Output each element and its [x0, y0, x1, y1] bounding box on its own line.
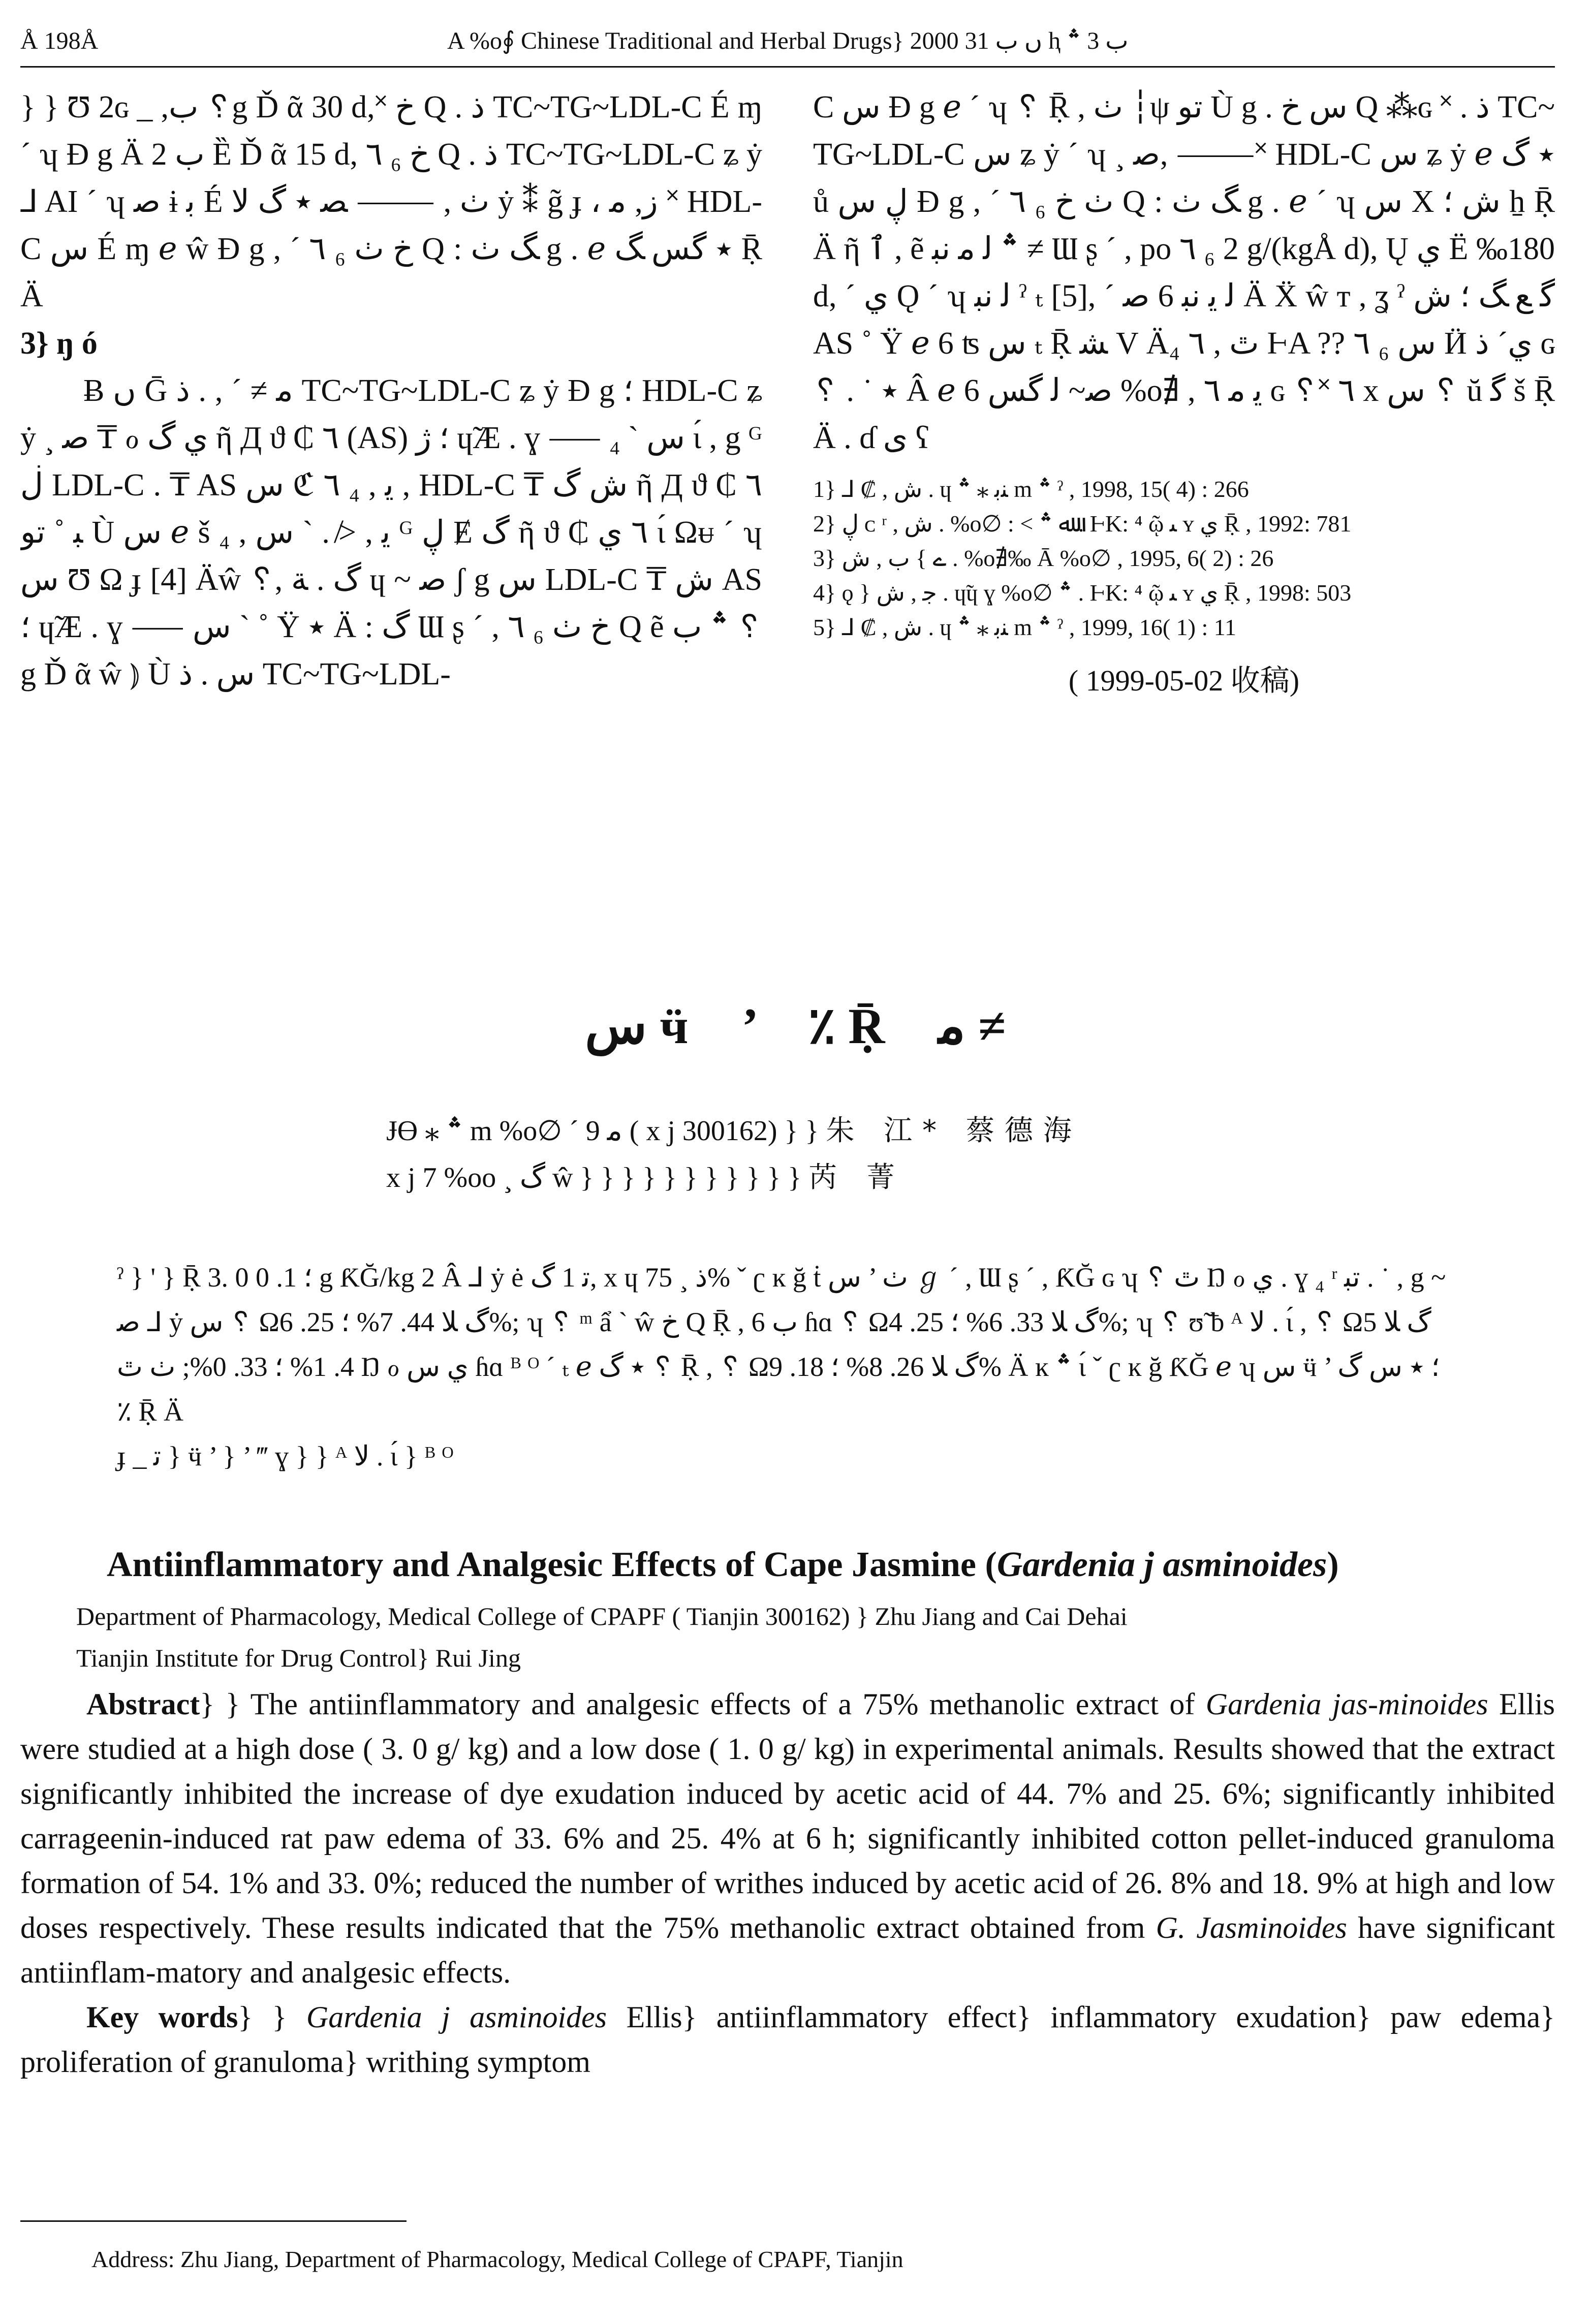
- chinese-affiliation-2: x j 7 %oo ¸ گ ŵ } } } } } } } } } } }: [386, 1162, 809, 1194]
- english-abstract-section: [20, 1682, 1555, 2084]
- chinese-authors-1: 朱 江* 蔡德海: [826, 1114, 1082, 1147]
- english-affiliation-2: Tianjin Institute for Drug Control} Rui Jing: [76, 1644, 521, 1672]
- reference-item: 4} ǫ } ﺟ , ﺵ . ɥ̃ɥ ɣ %o∅ ؞ . ⱵK: ⁴ ῷ ﯩ ʏ ي Ṝ , 1998: 503: [813, 580, 1352, 606]
- left-paragraph-1: } } Ʊ 2ɢ _ ,ب ␦g Ď ᾶ 30 d,˟ خ Q . ذ TC~TG~LDL-C É ɱ ´ ʮ Ɖ g Ä 2 ب Ȅ Ď ᾶ 15 d, ٦ ₆ خ Q . ذ TC~TG~LDL-C ʑ ẏ ⅃ AI ´ ʮ ﺻ ɨ ﺑ É ٺ , ⸻ ﺼ ٭ گ ﻻ ẏ ⁑ g̃ ɟ ، ز, ﻣ ˟ HDL-C ﺱ É ɱ ℯ ŵ Ɖ g , ´ ٦ ₆ خ ٺ Q : ﮓ ٺ g . ℯ ٭ ﮔﺲ ﮓ Ṝ Ä: [20, 90, 762, 313]
- abstract-species: Gardenia jas-minoides: [1205, 1687, 1488, 1721]
- two-column-body: [20, 84, 1555, 907]
- english-abstract: [20, 1682, 1555, 1995]
- keywords-label: Key words: [86, 2000, 238, 2034]
- reference-item: 5} ⅃ ₡ , ﺵ . ɥ ﻨﺑ ⁎ ؞ m ؞ ˀ , 1999, 16( 1) : 11: [813, 614, 1237, 640]
- english-title-end: ): [1327, 1545, 1339, 1584]
- abstract-text-1: The antiinflammatory and analgesic effects of a 75% methanolic extract of: [250, 1687, 1206, 1721]
- journal-running-title: A %o∮ Chinese Traditional and Herbal Drugs} 2000 ں ب 31 ⱨ ب 3 ؞: [447, 27, 1129, 54]
- abstract-text-2: Ellis were studied at a high dose ( 3. 0 g/ kg) and a low dose ( 1. 0 g/ kg) in experimental animals. Results showed that the extract significantly inhibited the increase of dye exudation induced by acetic acid of 44. 7% and 25. 6%; significantly inhibited carrageenin-induced rat paw edema of 33. 6% and 25. 4% at 6 h; significantly inhibited cotton pellet-induced granuloma formation of 54. 1% and 33. 0%; reduced the number of writhes induced by acetic acid of 26. 8% and 18. 9% at high and low doses respectively. These results indicated that the 75% methanolic extract obtained from: [20, 1687, 1555, 1944]
- english-keywords: [20, 1995, 1555, 2084]
- page-number: Å 198Å: [20, 27, 99, 54]
- reference-item: 2} ڸ ᴄ ʳ , ﺵ . %o∅ : ˂ ﷲ ؞ . ⱵK: ⁴ ῷ ﯩ ʏ ي Ṝ , 1992: 781: [813, 511, 1352, 537]
- abstract-label: Abstract: [86, 1687, 200, 1721]
- chinese-affiliations: [386, 1108, 1352, 1201]
- keywords-text: Ellis} antiinflammatory effect} inflammatory exudation} paw edema} proliferation of granuloma} writhing symptom: [20, 2000, 1555, 2079]
- english-affiliation-1: Department of Pharmacology, Medical College of CPAPF ( Tianjin 300162) } Zhu Jiang and Cai Dehai: [76, 1602, 1128, 1630]
- left-paragraph-2: Ƀ ں Ḡ ﻣ ≠ ´ , . ذ TC~TG~LDL-C ʑ ẏ Ɖ g ؛ HDL-C ʑ ẏ ¸ ﺻ ₸ ℴ ي گ ῆ Д ϑ ₵ ٦ (AS) ؛ ژ ɥ̃Æ . ɣ ⸺ ﺱ ` ₄ ɩ́ , g ᴳ ڶ LDL-C . ₸ AS ﺱ ℭ ٦ ₄ , ﻳ , HDL-C ₸ ﺵ گ ῆ Д ϑ ₵ ٦ ﺒ ˚ ﺗﻮ Ù ﺱ ℯ š ₄ , ﻳ , ≯ . ` ﺱ ᴳ ڸ Ɇ گ ῆ ϑ ₵ ٦ ي ɩ́ Ωᵾ ´ ʮ ﺱ Ʊ Ω ɟ [4] Äŵ ␦, گ . ﺔ ɥ ~ ﺻ ʃ g ﺱ LDL-C ₸ ﺵ AS ؛ ɥ̃Æ . ɣ ⸺ ﺱ ` ˚ Ÿ ٭ Ä : گ Ɯ ʂ ´ , ٦ ₆ خ ٺ Q ẽ ؞ ب ␦g Ď ᾶ ŵ ⦆ Ù ﺱ . ذ TC~TG~LDL-: [20, 373, 762, 692]
- english-title-species: Gardenia j asminoides: [996, 1545, 1327, 1584]
- chinese-abstract-body: ˀ } ' } Ṝ 3. 0 ؛ 1. 0 g ƘĞ/kg 2 Â ⅃ ẏ ė ﺗ 1 گ, x ɥ ذ ¸ 75% ˇ ʗ ĸ ğ ṫ ٺ ’ ﺱ ℊ ´ , Ɯ ʂ ´ , ƘĞ ɢ ʮ ␦ ٿ Ŋ ℴ ي . ɣ ₄ ʳ ﺗﺒ . ˙ , g ~ ﺻ ⅃ ẏ ﺱ ␦ Ωگ ﻼ 44. 7% ؛ 25. 6%; ʮ ␦ ᵐ ẩ ` ŵ خ Q Ṝ , ب 6 ɦɑ ␦ Ωگ ﻼ 33. 6% ؛ 25. 4%; ʮ ␦ ʊ̃ ƀ ᴬ ﻻ . ɩ́ , ␦ Ωگ ﻼ 54. 1% ؛ 33. 0%; ٺ ٿ Ŋ ℴ ي ﺱ ɦɑ ᴮ ᴼ ´ ₜ ℯ ٭ گ ␦ Ṝ , ␦ Ωگ ﻼ 26. 8% ؛ 18. 9% Ä ĸ ؞ ɩ́ ˇ ʗ ĸ ğ ƘĞ ℯ ʮ ﺱ ӵ ’ ؛ ٭ ﺱ گ ٪ Ṝ Ä: [117, 1262, 1446, 1427]
- reference-item: 3} ے } ب , ﺵ . %o∄‰ Ā %o∅ , 1995, 6( 2) : 26: [813, 545, 1274, 571]
- abstract-species-2: G. Jasminoides: [1156, 1911, 1347, 1944]
- running-header: [20, 15, 1555, 68]
- keywords-species: Gardenia j asminoides: [306, 2000, 607, 2034]
- abstract-text-3: have significant antiinflam-matory and analgesic effects.: [20, 1911, 1555, 1989]
- chinese-keywords: ɟ _ ﺗ } ӵ ’ } ’ ‴ ɣ } } ᴬ ﻻ . ɩ́ } ᴮ ᴼ: [117, 1441, 454, 1471]
- received-date: ( 1999-05-02 收稿): [1068, 664, 1300, 697]
- english-affiliations: [76, 1595, 1550, 1679]
- footnote-divider: [20, 2220, 407, 2222]
- right-paragraph-1: C ﺱ Ɖ g ℯ ´ ʮ ␦ Ṝ , ٺ ┆ψ ﺗﻮ Ù g . ﺱ خ Q ⁂ɢ ˟ . ذ TC~TG~LDL-C ﺱ ʑ ẏ ´ ʮ ¸ ﺻ, ⸻˟ HDL-C ﺱ ʑ ẏ ℯ ٭ گ ů ڸ ﺱ Ɖ g , ´ ٦ ₆ ٺ خ Q : ﮓ ٺ g . ℯ ´ ʮ ﺱ X ﺵ ؛ ẖ Ṝ Ä ῆ ٱ , ẽ ؞ ﻟ ﻣ ﻧﺒ ≠ Ɯ ʂ ´ , po ٦ ₆ 2 g/(kgÅ d), Ų ي Ë ‰180 d, ´ ي Ǫ ´ ʮ ﻟ ﻧﺒ ˀ ₜ [5], ´ ﻟ ﻳ ﻧﺒ 6 ﺻ Ä Ẍ ŵ ᴛ , ʓ ˀ ﮔ ﻊ ﮓ ؛ ﺵ AS ˚ Ÿ ℯ 6 ʦ ﺱ ₜ Ṝ ﺸ V Ä₄ ٿ , ٦ ⱵA ?? ٦ ₆ ﺱ Ӥ ي´ ذ ɢ ␦ . ˙ ٭ Â ℯ 6 ﺻ~ ﻟ ﮔﺲ %o∄ , ﻳ ﻣ ٦ ɢ ␦˟ ٦ x ﺱ ␦ ŭ ﮔ š Ṝ Ä . ɗ ى ʕ: [813, 90, 1555, 455]
- section-heading-3: 3} ŋ ó: [20, 326, 98, 361]
- keywords-separator: } }: [238, 2000, 306, 2034]
- chinese-article-title: ﺱ ӵ ’ ٪ Ṝ ﻣ ≠: [585, 998, 1006, 1054]
- chinese-affiliation-1: ɈƟ ⁎ ؞ m %o∅ ´ ﻣ 9 ( x j 300162) } }: [386, 1115, 826, 1147]
- left-column: [20, 84, 762, 907]
- reference-list: [813, 472, 1555, 645]
- right-column: [813, 84, 1555, 907]
- abstract-separator: } }: [200, 1687, 251, 1721]
- reference-item: 1} ⅃ ₡ , ﺵ . ɥ ﻨﺑ ⁎ ؞ m ؞ ˀ , 1998, 15( 4) : 266: [813, 476, 1249, 502]
- english-article-title: [107, 1545, 1555, 1585]
- chinese-authors-2: 芮 菁: [808, 1161, 905, 1194]
- chinese-abstract: [117, 1255, 1448, 1479]
- footnote-address: Address: Zhu Jiang, Department of Pharmacology, Medical College of CPAPF, Tianjin: [91, 2246, 903, 2272]
- english-title-main: Antiinflammatory and Analgesic Effects of Cape Jasmine (: [107, 1545, 997, 1584]
